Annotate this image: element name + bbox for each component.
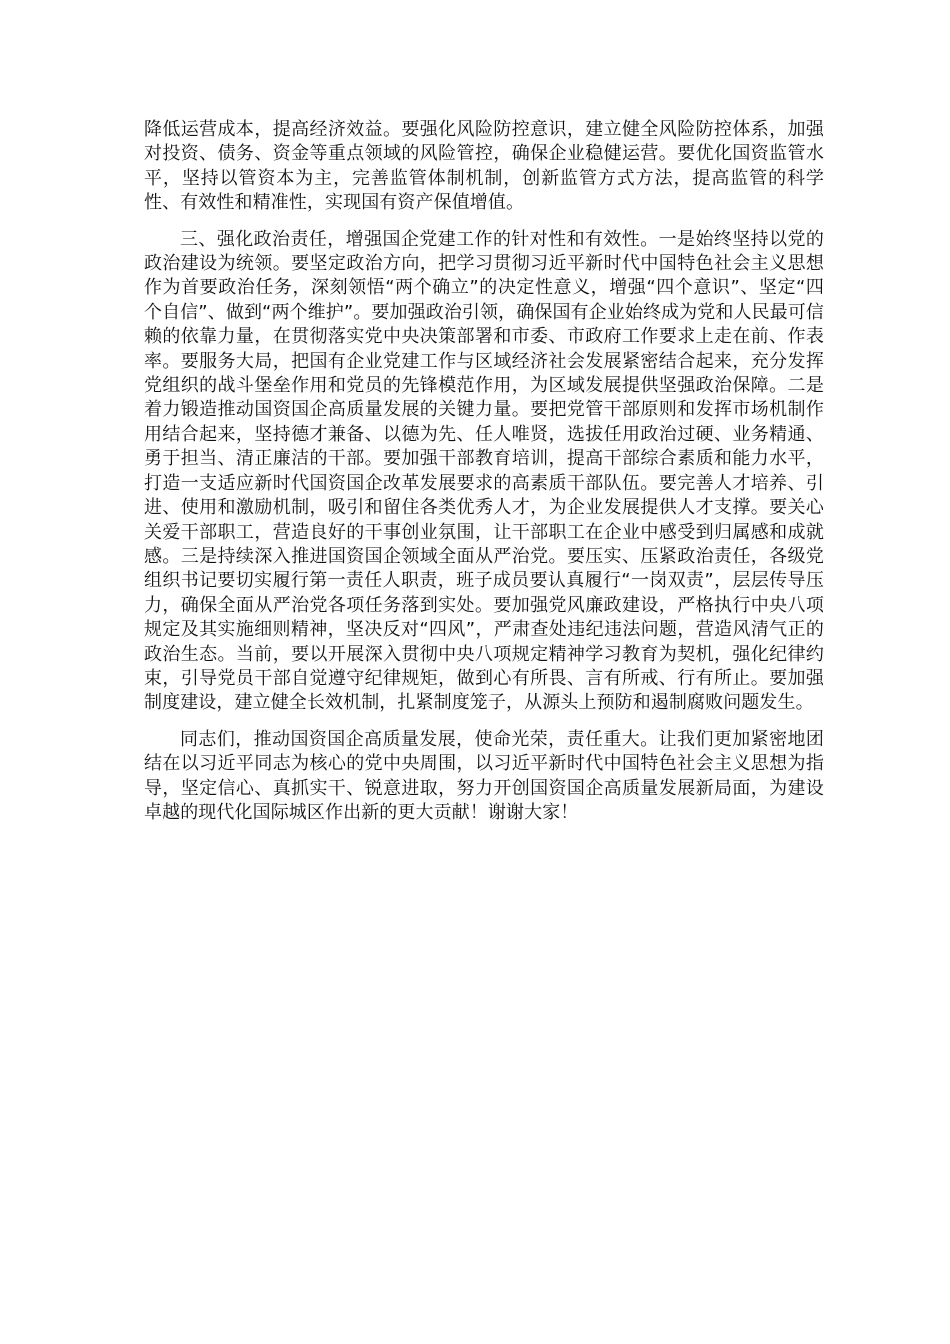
paragraph-continuation: 降低运营成本，提高经济效益。要强化风险防控意识，建立健全风险防控体系，加强对投资、债务、资金等重点领域的风险管控，确保企业稳健运营。要优化国资监管水平，坚持以管资本为主，完善监管体制机制，创新监管方式方法，提高监管的科学性、有效性和精准性，实现国有资产保值增值。 bbox=[144, 119, 824, 214]
document-body bbox=[144, 118, 824, 825]
paragraph-section-three: 三、强化政治责任，增强国企党建工作的针对性和有效性。一是始终坚持以党的政治建设为统领。要坚定政治方向，把学习贯彻习近平新时代中国特色社会主义思想作为首要政治任务，深刻领悟“两个确立”的决定性意义，增强“四个意识”、坚定“四个自信”、做到“两个维护”。要加强政治引领，确保国有企业始终成为党和人民最可信赖的依靠力量，在贯彻落实党中央决策部署和市委、市政府工作要求上走在前、作表率。要服务大局，把国有企业党建工作与区域经济社会发展紧密结合起来，充分发挥党组织的战斗堡垒作用和党员的先锋模范作用，为区域发展提供坚强政治保障。二是着力锻造推动国资国企高质量发展的关键力量。要把党管干部原则和发挥市场机制作用结合起来，坚持德才兼备、以德为先、任人唯贤，选拔任用政治过硬、业务精通、勇于担当、清正廉洁的干部。要加强干部教育培训，提高干部综合素质和能力水平，打造一支适应新时代国资国企改革发展要求的高素质干部队伍。要完善人才培养、引进、使用和激励机制，吸引和留住各类优秀人才，为企业发展提供人才支撑。要关心关爱干部职工，营造良好的干事创业氛围，让干部职工在企业中感受到归属感和成就感。三是持续深入推进国资国企领域全面从严治党。要压实、压紧政治责任，各级党组织书记要切实履行第一责任人职责，班子成员要认真履行“一岗双责”，层层传导压力，确保全面从严治党各项任务落到实处。要加强党风廉政建设，严格执行中央八项规定及其实施细则精神，坚决反对“四风”，严肃查处违纪违法问题，营造风清气正的政治生态。当前，要以开展深入贯彻中央八项规定精神学习教育为契机，强化纪律约束，引导党员干部自觉遵守纪律规矩，做到心有所畏、言有所戒、行有所止。要加强制度建设，建立健全长效机制，扎紧制度笼子，从源头上预防和遏制腐败问题发生。 bbox=[144, 228, 824, 714]
paragraph-closing: 同志们，推动国资国企高质量发展，使命光荣，责任重大。让我们更加紧密地团结在以习近平同志为核心的党中央周围，以习近平新时代中国特色社会主义思想为指导，坚定信心、真抓实干、锐意进取，努力开创国资国企高质量发展新局面，为建设卓越的现代化国际城区作出新的更大贡献！谢谢大家！ bbox=[144, 728, 824, 823]
